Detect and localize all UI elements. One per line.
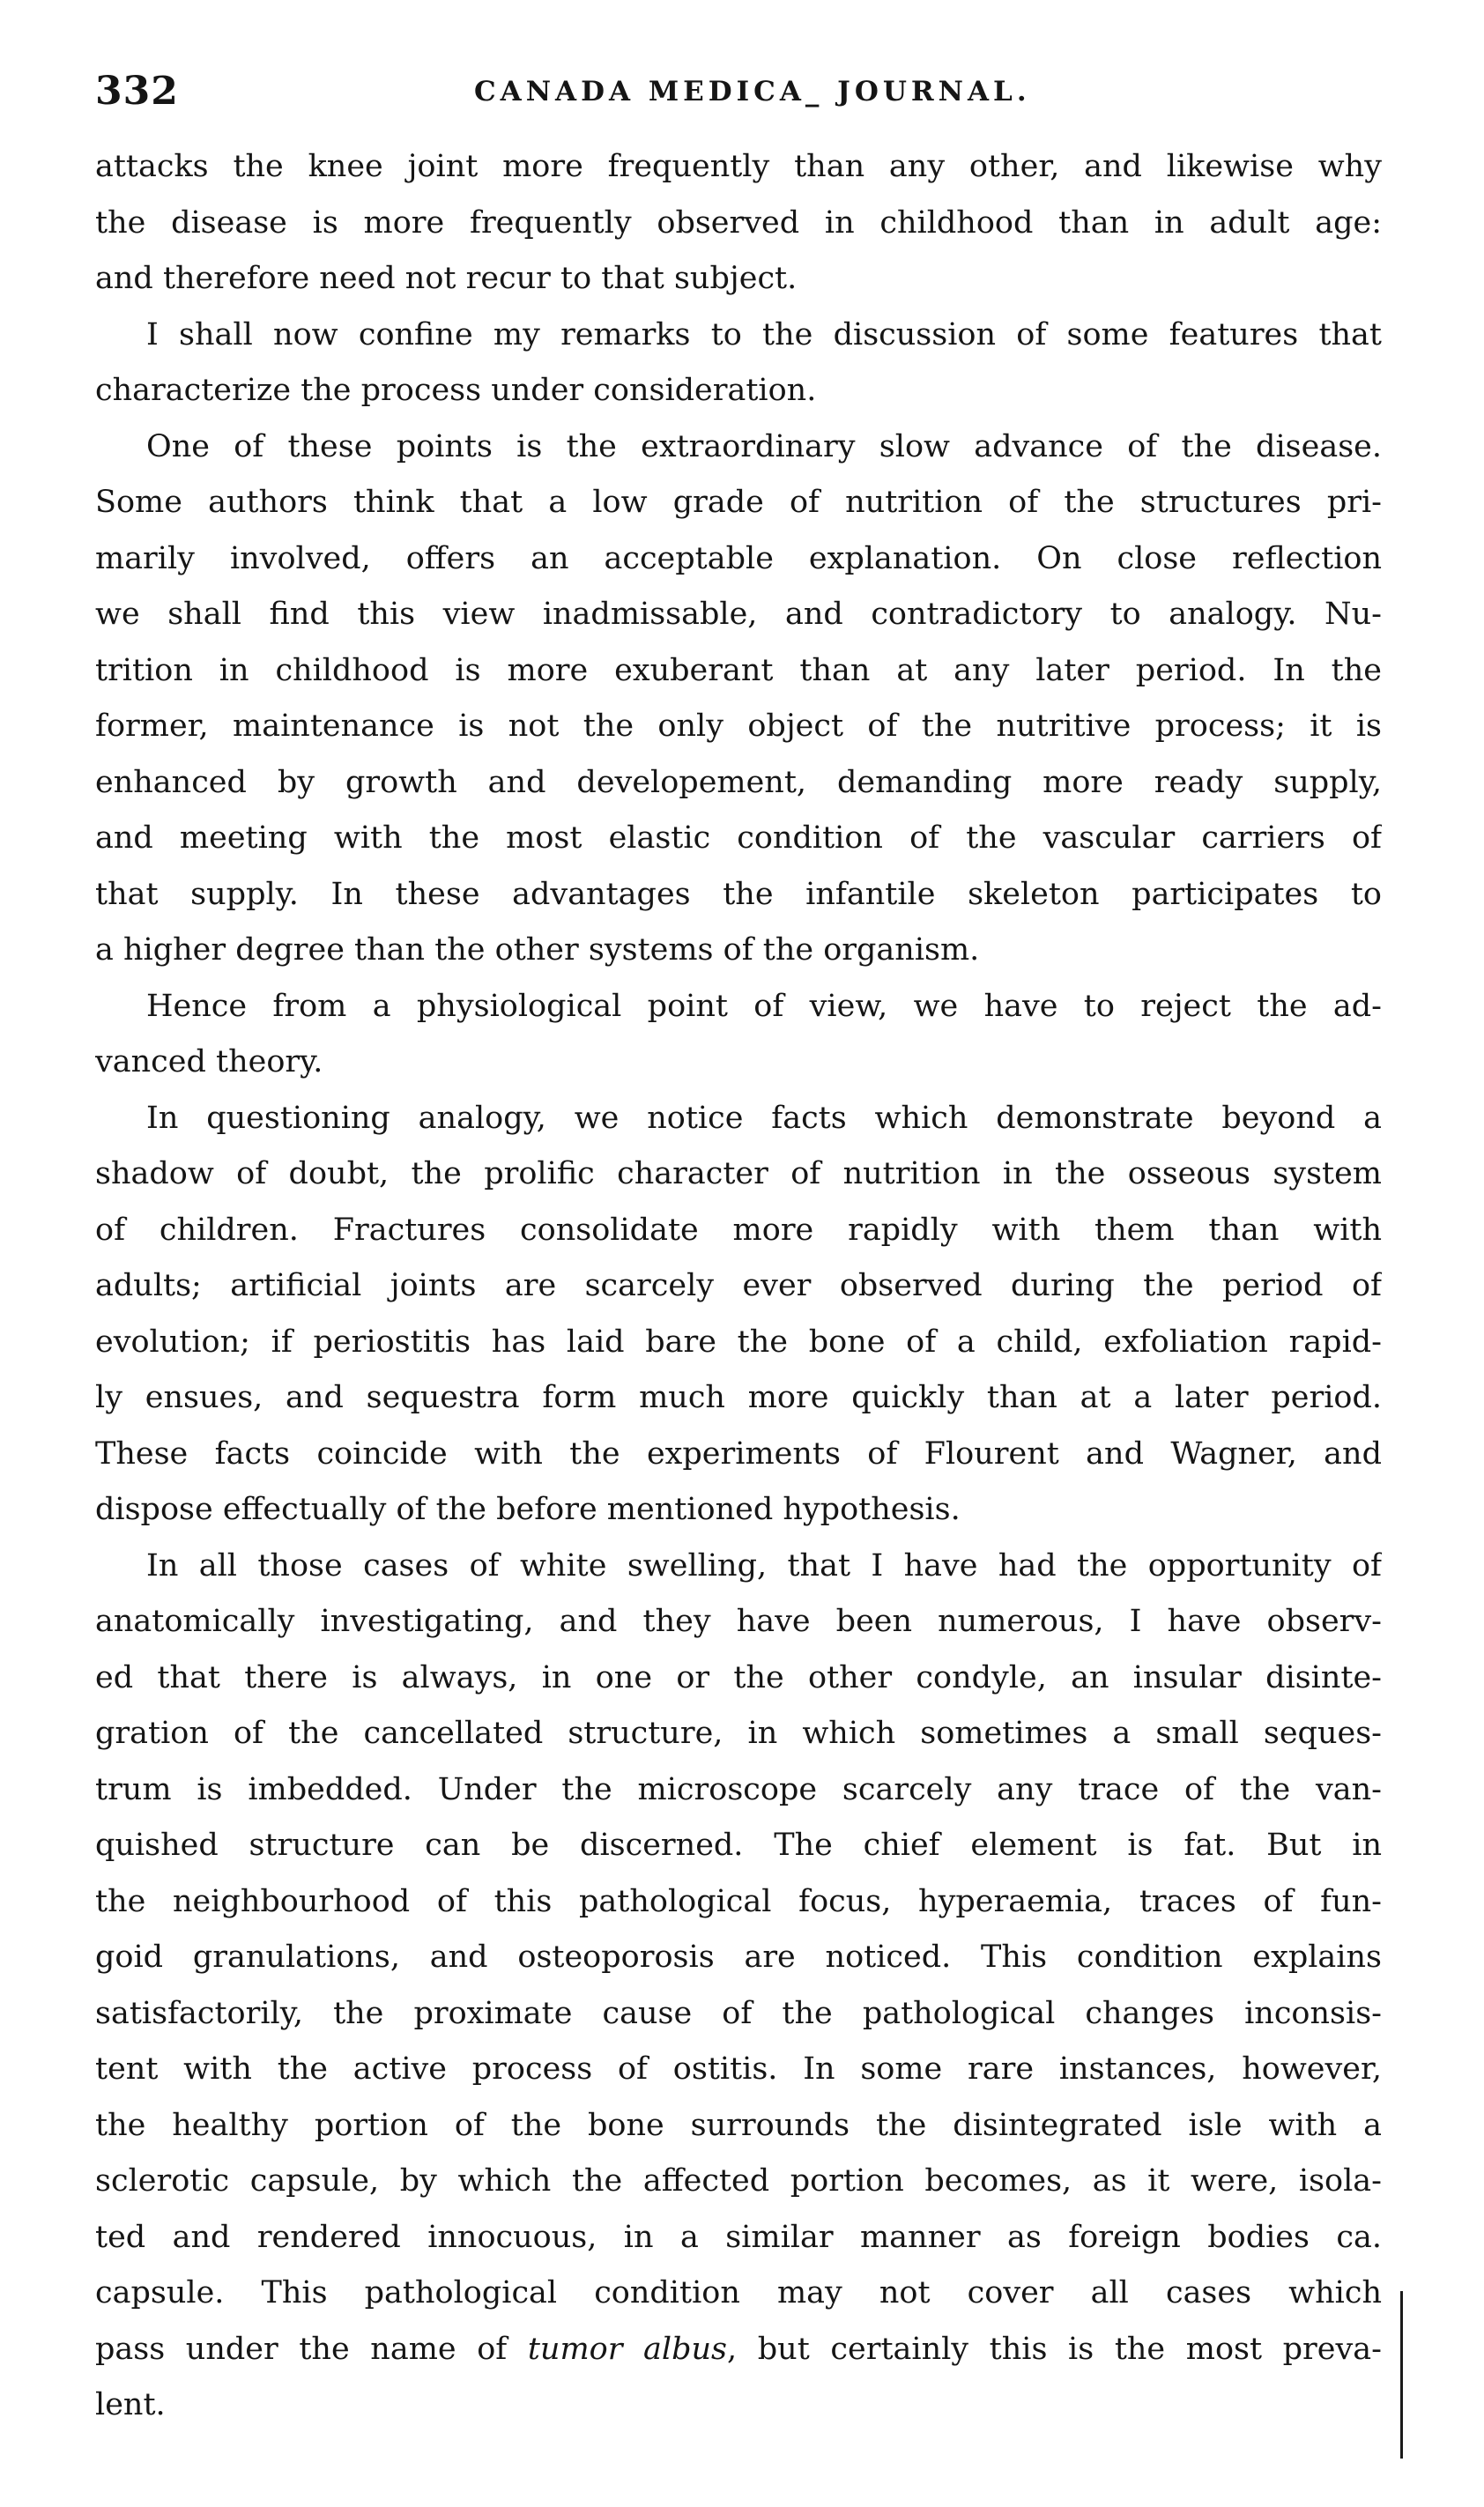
text-line: satisfactorily, the proximate cause of the pathological changes inconsis- (95, 1995, 1382, 2031)
article-body (95, 139, 1382, 2434)
text-line: vanced theory. (95, 1044, 323, 1079)
text-line: trum is imbedded. Under the microscope scarcely any trace of the van- (95, 1771, 1382, 1807)
text-line: In questioning analogy, we notice facts which demonstrate beyond a (146, 1100, 1382, 1136)
text-line: One of these points is the extraordinary slow advance of the disease. (146, 428, 1382, 464)
text-line: gration of the cancellated structure, in which sometimes a small seques- (95, 1716, 1382, 1751)
text-line: trition in childhood is more exuberant than at any later period. In the (95, 652, 1382, 688)
text-line: the disease is more frequently observed in childhood than in adult age: (95, 204, 1382, 241)
page-number: 332 (95, 69, 179, 114)
text-line: and meeting with the most elastic condition of the vascular carriers of (95, 820, 1382, 856)
text-line: evolution; if periostitis has laid bare the bone of a child, exfoliation rapid- (95, 1324, 1382, 1360)
text-line: enhanced by growth and developement, demanding more ready supply, (95, 764, 1382, 800)
text-line: ly ensues, and sequestra form much more quickly than at a later period. (95, 1380, 1382, 1415)
text-segment: pass under the name of (95, 2331, 528, 2367)
text-line: ted and rendered innocuous, in a similar manner as foreign bodies ca. (95, 2219, 1382, 2255)
running-title: CANADA MEDICA_ JOURNAL. (474, 76, 1031, 108)
italic-term: tumor albus (527, 2331, 728, 2367)
text-line: characterize the process under consideration. (95, 373, 817, 408)
text-line: we shall find this view inadmissable, and contradictory to analogy. Nu- (95, 597, 1382, 632)
margin-rule (1400, 2291, 1403, 2459)
text-line: the neighbourhood of this pathological focus, hyperaemia, traces of fun- (95, 1883, 1382, 1919)
text-line: goid granulations, and osteoporosis are noticed. This condition explains (95, 1940, 1382, 1975)
text-segment: , but certainly this is the most preva- (727, 2331, 1382, 2367)
text-line: a higher degree than the other systems of the organism. (95, 932, 980, 968)
text-line: marily involved, offers an acceptable explanation. On close reflection (95, 540, 1382, 576)
text-line: Hence from a physiological point of view, we have to reject the ad- (146, 988, 1382, 1024)
text-line: anatomically investigating, and they have been numerous, I have observ- (95, 1604, 1382, 1639)
text-line: Some authors think that a low grade of nutrition of the structures pri- (95, 485, 1382, 520)
text-line: lent. (95, 2387, 166, 2422)
text-line: and therefore need not recur to that subject. (95, 261, 798, 296)
text-line: These facts coincide with the experiments of Flourent and Wagner, and (95, 1435, 1382, 1472)
text-line: attacks the knee joint more frequently than any other, and likewise why (95, 149, 1382, 184)
page-header (95, 69, 1382, 122)
text-line: In all those cases of white swelling, that I have had the opportunity of (146, 1547, 1382, 1584)
text-line: dispose effectually of the before mentioned hypothesis. (95, 1492, 961, 1527)
text-line: shadow of doubt, the prolific character of nutrition in the osseous system (95, 1156, 1382, 1191)
text-line: that supply. In these advantages the infantile skeleton participates to (95, 876, 1382, 912)
text-line: the healthy portion of the bone surrounds the disintegrated isle with a (95, 2107, 1382, 2143)
text-line: tent with the active process of ostitis. In some rare instances, however, (95, 2051, 1382, 2087)
text-line: I shall now confine my remarks to the discussion of some features that (146, 316, 1382, 352)
text-line: adults; artificial joints are scarcely ever observed during the period of (95, 1268, 1382, 1303)
text-line (95, 2322, 1382, 2378)
text-line: quished structure can be discerned. The chief element is fat. But in (95, 1828, 1382, 1863)
text-line: ed that there is always, in one or the other condyle, an insular disinte- (95, 1659, 1382, 1695)
text-line: of children. Fractures consolidate more rapidly with them than with (95, 1212, 1382, 1248)
text-line: capsule. This pathological condition may not cover all cases which (95, 2275, 1382, 2310)
text-line: sclerotic capsule, by which the affected portion becomes, as it were, isola- (95, 2163, 1382, 2199)
text-line: former, maintenance is not the only object of the nutritive process; it is (95, 708, 1382, 744)
